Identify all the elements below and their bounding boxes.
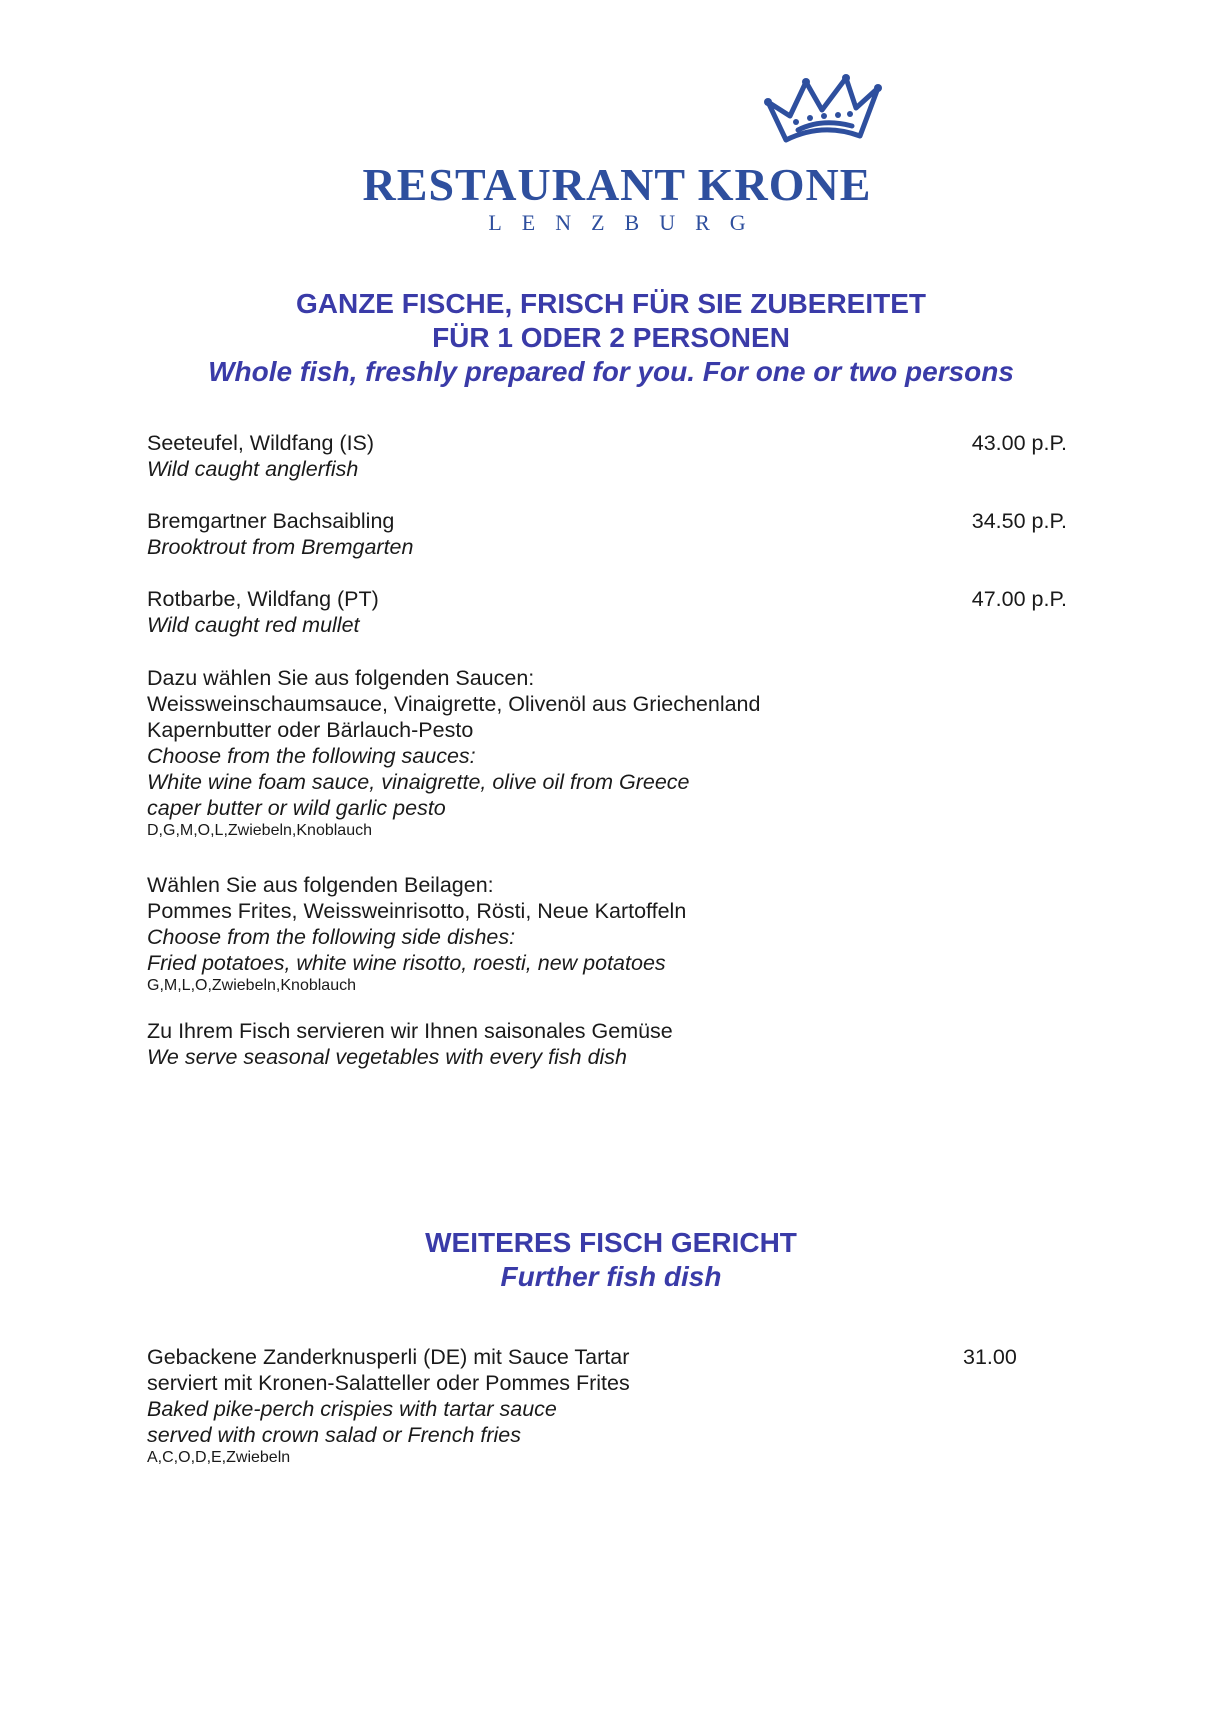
restaurant-logo xyxy=(0,70,1222,240)
allergen-codes: A,C,O,D,E,Zwiebeln xyxy=(147,1449,291,1466)
sauces-intro-de: Dazu wählen Sie aus folgenden Saucen: xyxy=(147,666,535,690)
brand-name: RESTAURANT KRONE xyxy=(362,159,872,210)
item-name-de: Bremgartner Bachsaibling xyxy=(147,509,395,533)
heading-en: Further fish dish xyxy=(500,1261,722,1292)
allergen-codes: D,G,M,O,L,Zwiebeln,Knoblauch xyxy=(147,822,372,839)
sides-line-de: Pommes Frites, Weissweinrisotto, Rösti, Neue Kartoffeln xyxy=(147,899,687,923)
item-line-de: Gebackene Zanderknusperli (DE) mit Sauce Tartar xyxy=(147,1345,630,1369)
sauce-options xyxy=(147,665,1067,841)
menu-item xyxy=(147,508,1067,560)
section-heading-whole-fish xyxy=(0,287,1222,389)
vegetables-en: We serve seasonal vegetables with every fish dish xyxy=(147,1045,628,1069)
item-price: 34.50 p.P. xyxy=(971,509,1067,533)
item-line-en: served with crown salad or French fries xyxy=(147,1423,522,1447)
vegetables-note xyxy=(147,1018,1067,1070)
sauces-line-en: White wine foam sauce, vinaigrette, olive oil from Greece xyxy=(147,770,690,794)
sauces-line-de: Weissweinschaumsauce, Vinaigrette, Olivenöl aus Griechenland xyxy=(147,692,761,716)
item-price: 47.00 p.P. xyxy=(971,587,1067,611)
item-name-en: Wild caught red mullet xyxy=(147,613,360,637)
sauces-line-en: caper butter or wild garlic pesto xyxy=(147,796,446,820)
section-heading-further-fish xyxy=(0,1226,1222,1294)
item-name-de: Rotbarbe, Wildfang (PT) xyxy=(147,587,379,611)
sides-line-en: Fried potatoes, white wine risotto, roesti, new potatoes xyxy=(147,951,666,975)
sides-intro-de: Wählen Sie aus folgenden Beilagen: xyxy=(147,873,494,897)
allergen-codes: G,M,L,O,Zwiebeln,Knoblauch xyxy=(147,977,356,994)
menu-item xyxy=(147,586,1067,638)
crown-icon xyxy=(760,70,884,150)
item-name-de: Seeteufel, Wildfang (IS) xyxy=(147,431,375,455)
item-name-en: Wild caught anglerfish xyxy=(147,457,359,481)
item-price: 31.00 xyxy=(963,1345,1017,1369)
sauces-intro-en: Choose from the following sauces: xyxy=(147,744,476,768)
heading-line-2: FÜR 1 ODER 2 PERSONEN xyxy=(432,322,790,353)
item-name-en: Brooktrout from Bremgarten xyxy=(147,535,414,559)
sauces-line-de: Kapernbutter oder Bärlauch-Pesto xyxy=(147,718,474,742)
heading-line-1: GANZE FISCHE, FRISCH FÜR SIE ZUBEREITET xyxy=(295,288,927,319)
menu-item xyxy=(147,430,1067,482)
item-price: 43.00 p.P. xyxy=(971,431,1067,455)
heading-de: WEITERES FISCH GERICHT xyxy=(425,1227,797,1258)
heading-english: Whole fish, freshly prepared for you. For one or two persons xyxy=(208,356,1014,387)
sides-intro-en: Choose from the following side dishes: xyxy=(147,925,516,949)
side-dish-options xyxy=(147,872,1067,996)
menu-item xyxy=(147,1344,1067,1468)
vegetables-de: Zu Ihrem Fisch servieren wir Ihnen saisonales Gemüse xyxy=(147,1019,673,1043)
item-line-en: Baked pike-perch crispies with tartar sauce xyxy=(147,1397,557,1421)
item-line-de: serviert mit Kronen-Salatteller oder Pommes Frites xyxy=(147,1371,630,1395)
brand-location: LENZBURG xyxy=(488,210,766,235)
